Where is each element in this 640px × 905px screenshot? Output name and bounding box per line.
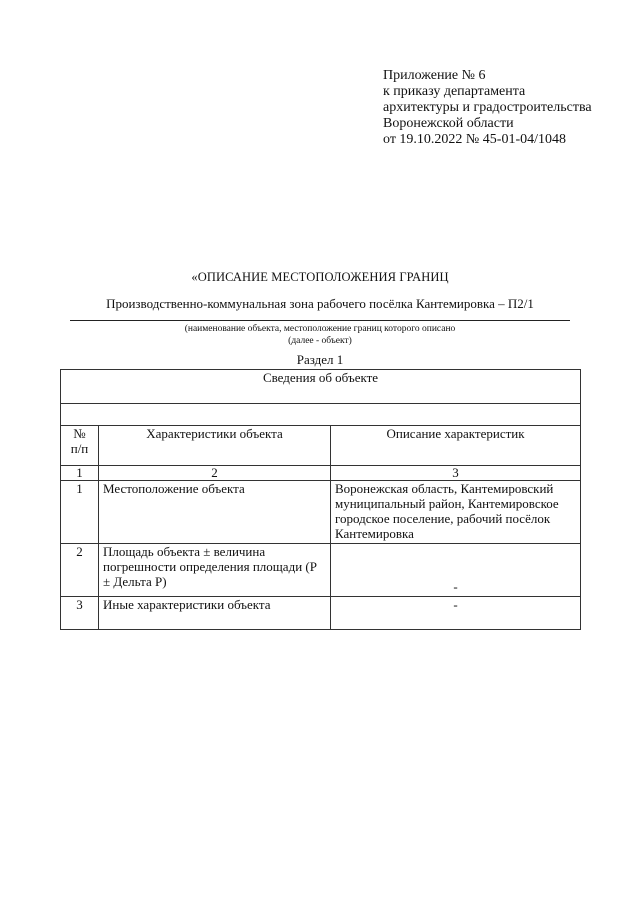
document-title: «ОПИСАНИЕ МЕСТОПОЛОЖЕНИЯ ГРАНИЦ (191, 270, 449, 284)
table-row (61, 481, 581, 544)
table-header-row (61, 426, 581, 466)
blank-cell (61, 404, 581, 426)
table-heading-row (61, 370, 581, 404)
column-index: 1 (61, 466, 99, 481)
column-index-row (61, 466, 581, 481)
object-info-table (60, 369, 581, 630)
column-header-num-line: п/п (70, 441, 89, 456)
appendix-line: Приложение № 6 (383, 68, 486, 83)
column-header-desc: Описание характеристик (331, 426, 581, 466)
table-blank-row (61, 404, 581, 426)
column-index: 2 (99, 466, 331, 481)
row-description: - (331, 597, 581, 630)
row-number: 2 (61, 544, 99, 597)
caption-line: (далее - объект) (288, 336, 352, 346)
row-characteristic: Местоположение объекта (99, 481, 331, 544)
row-characteristic: Площадь объекта ± величина погрешности определения площади (P ± Дельта P) (99, 544, 331, 597)
appendix-line: от 19.10.2022 № 45-01-04/1048 (383, 132, 567, 147)
table-heading: Сведения об объекте (61, 370, 581, 404)
underline-rule (70, 320, 570, 321)
row-characteristic: Иные характеристики объекта (99, 597, 331, 630)
section-label: Раздел 1 (296, 352, 344, 367)
table-row (61, 544, 581, 597)
column-index: 3 (331, 466, 581, 481)
appendix-header (383, 68, 633, 148)
table-row (61, 597, 581, 630)
row-description: - (331, 544, 581, 597)
appendix-line: Воронежской области (383, 116, 514, 131)
row-description: Воронежская область, Кантемировский муниципальный район, Кантемировское городское поселение, рабочий посёлок Кантемировка (331, 481, 581, 544)
appendix-line: к приказу департамента (383, 84, 526, 99)
column-header-num (61, 426, 99, 466)
row-number: 3 (61, 597, 99, 630)
object-name: Производственно-коммунальная зона рабочего посёлка Кантемировка – П2/1 (106, 296, 534, 311)
caption-line: (наименование объекта, местоположение границ которого описано (184, 324, 456, 334)
object-name-caption (0, 323, 640, 347)
row-number: 1 (61, 481, 99, 544)
column-header-num-line: № (73, 426, 86, 441)
column-header-name: Характеристики объекта (99, 426, 331, 466)
appendix-line: архитектуры и градостроительства (383, 100, 592, 115)
